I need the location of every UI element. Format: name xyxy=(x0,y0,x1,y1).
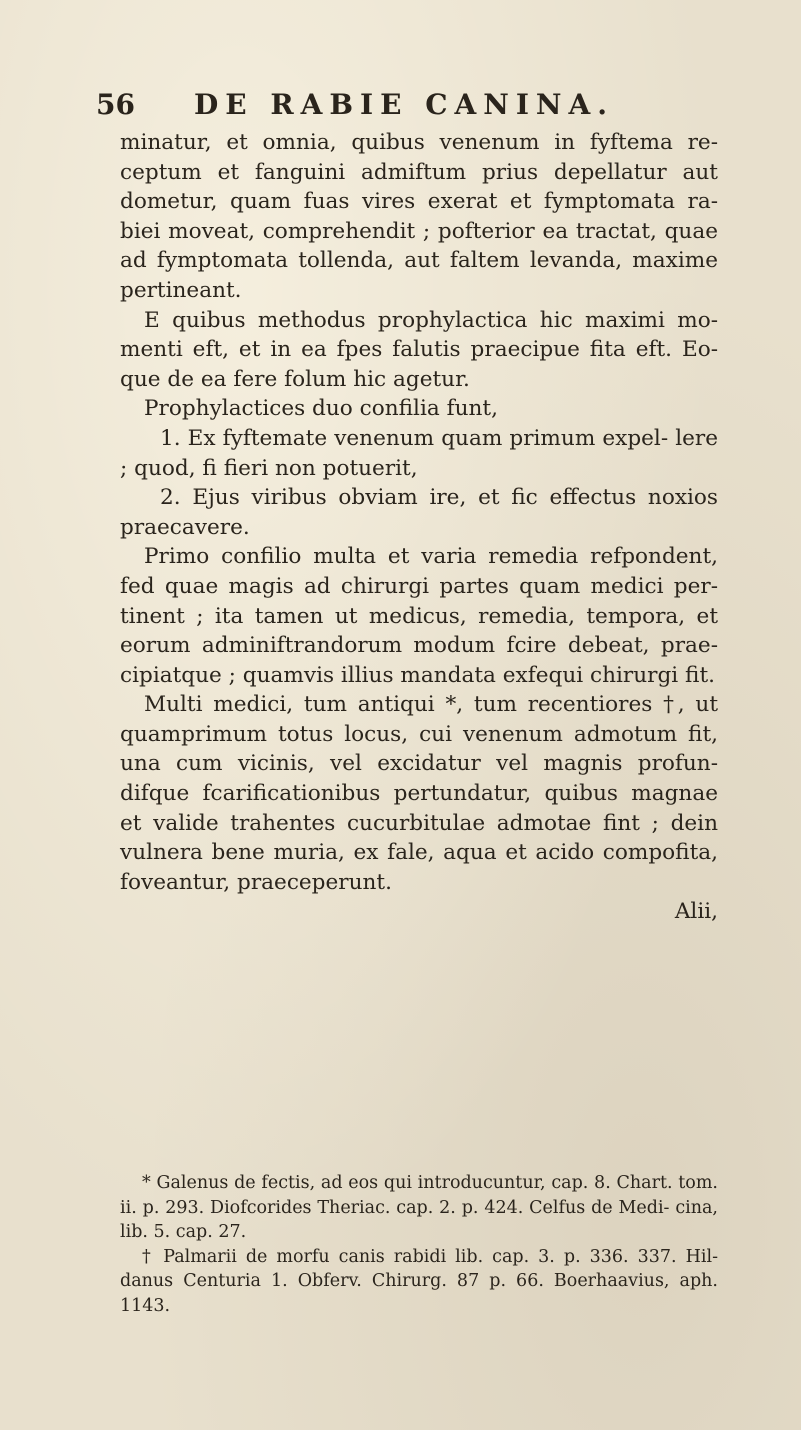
paragraph-3: Prophylactices duo confilia funt, xyxy=(144,396,498,422)
main-text xyxy=(120,128,718,927)
footnote-2: † Palmarii de morfu canis rabidi lib. cap. 3. p. 336. 337. Hil- danus Centuria 1. Obferv. Chirurg. 87 p. 66. Boerhaavius, aph. 1143. xyxy=(120,1246,718,1316)
page-header xyxy=(96,88,716,128)
catchword: Alii, xyxy=(674,899,718,925)
list-item-2: 2. Ejus viribus obviam ire, et fic effectus noxios praecavere. xyxy=(120,485,718,540)
running-title: DE RABIE CANINA. xyxy=(194,88,614,121)
paragraph-2: E quibus methodus prophylactica hic maximi mo- menti eft, et in ea fpes falutis praecipue fita eft. Eo- que de ea fere folum hic agetur. xyxy=(120,307,718,392)
paragraph-4: Primo confilio multa et varia remedia refpondent, fed quae magis ad chirurgi partes quam medici per- tinent ; ita tamen ut medicus, remedia, tempora, et eorum adminiftrandorum modum fcire debeat, prae- cipiatque ; quamvis illius mandata exfequi chirurgi fit. xyxy=(120,544,718,688)
footnote-1: * Galenus de fectis, ad eos qui introducuntur, cap. 8. Chart. tom. ii. p. 293. Diofcorides Theriac. cap. 2. p. 424. Celfus de Medi- cina, lib. 5. cap. 27. xyxy=(120,1173,718,1242)
paragraph-1: minatur, et omnia, quibus venenum in fyftema re- ceptum et fanguini admiftum prius depellatur aut dometur, quam fuas vires exerat et fymptomata ra- biei moveat, comprehendit ; pofterior ea tractat, quae ad fymptomata tollenda, aut faltem levanda, maxime pertineant. xyxy=(120,130,718,303)
page-number: 56 xyxy=(96,88,135,121)
footnotes xyxy=(120,1171,718,1318)
list-item-1: 1. Ex fyftemate venenum quam primum expel- lere ; quod, fi fieri non potuerit, xyxy=(120,425,718,481)
paragraph-5: Multi medici, tum antiqui *, tum recentiores †, ut quamprimum totus locus, cui venenum admotum fit, una cum vicinis, vel excidatur vel magnis profun- difque fcarificationibus pertundatur, quibus magnae et valide trahentes cucurbitulae admotae fint ; dein vulnera bene muria, ex fale, aqua et acido compofita, foveantur, praeceperunt. xyxy=(120,692,718,895)
